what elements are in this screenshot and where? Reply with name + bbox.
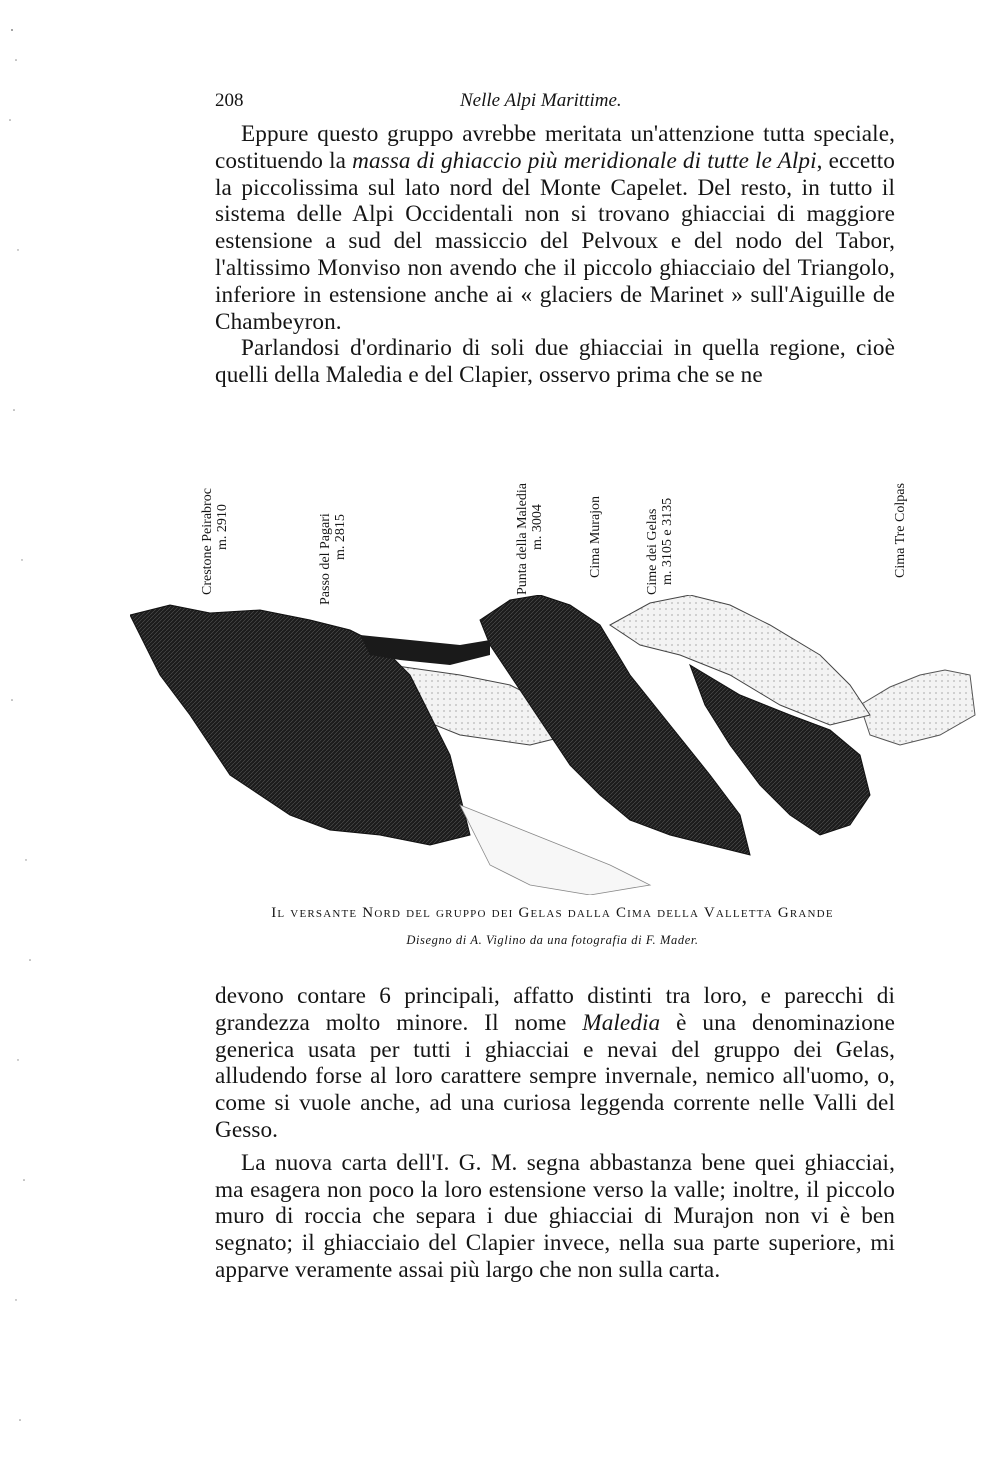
page-number: 208 bbox=[215, 90, 244, 111]
running-title: Nelle Alpi Marittime. bbox=[460, 90, 622, 111]
text-block-bottom bbox=[215, 983, 895, 1284]
peak-label-peirabroc: Crestone Peirabroc m. 2910 bbox=[200, 488, 230, 595]
figure-caption: Il versante Nord del gruppo dei Gelas dalla Cima della Valletta Grande bbox=[271, 905, 834, 921]
mountain-illustration bbox=[130, 595, 980, 895]
peak-label-tre-colpas: Cima Tre Colpas bbox=[893, 483, 908, 578]
figure-credit: Disegno di A. Viglino da una fotografia di F. Mader. bbox=[406, 933, 699, 947]
emphasis-massa: massa di ghiaccio più meridionale di tutte le Alpi bbox=[352, 147, 817, 174]
text-block-top bbox=[215, 121, 895, 389]
paragraph-3: devono contare 6 principali, affatto distinti tra loro, e parecchi di grandezza molto minore. Il nome Maledia è una denominazione generica usata per tutti i ghiacciai e nevai del gruppo dei Gelas, alludendo forse al loro carattere sempre invernale, nemico all'uomo, o, come si vuole anche, ad una curiosa leggenda corrente nelle Valli del Gesso. bbox=[215, 983, 895, 1143]
foreground-slope bbox=[460, 805, 650, 895]
peak-label-maledia: Punta della Maledia m. 3004 bbox=[515, 483, 545, 595]
peak-label-murajon: Cima Murajon bbox=[588, 495, 603, 578]
paragraph-2: Parlandosi d'ordinario di soli due ghiacciai in quella regione, cioè quelli della Maledia e del Clapier, osservo prima che se ne bbox=[215, 335, 895, 389]
emphasis-maledia: Maledia bbox=[582, 1009, 661, 1036]
paragraph-4: La nuova carta dell'I. G. M. segna abbastanza bene quei ghiacciai, ma esagera non poco la loro estensione verso la valle; inoltre, il piccolo muro di roccia che separa i due ghiacciai di Murajon non vi è ben segnato; il ghiacciaio del Clapier invece, nella sua parte superiore, mi apparve veramente assai più largo che non sulla carta. bbox=[215, 1149, 895, 1283]
paragraph-1: Eppure questo gruppo avrebbe meritata un'attenzione tutta speciale, costituendo la massa di ghiaccio più meridionale di tutte le Alpi, eccetto la piccolissima sul lato nord del Monte Capelet. Del resto, in tutto il sistema delle Alpi Occidentali non si trovano ghiacciai di maggiore estensione a sud del massiccio del Pelvoux e del nodo del Tabor, l'altissimo Monviso non avendo che il piccolo ghiacciaio del Triangolo, inferiore in estensione anche ai « glaciers de Marinet » sull'Aiguille de Chambeyron. bbox=[215, 121, 895, 335]
running-header bbox=[215, 86, 895, 116]
ridge-tre-colpas bbox=[860, 670, 975, 745]
peak-label-gelas: Cime dei Gelas m. 3105 e 3135 bbox=[645, 497, 675, 595]
mountain-figure bbox=[130, 420, 980, 890]
peak-label-pagari: Passo del Pagari m. 2815 bbox=[318, 513, 348, 605]
scan-margin-specks bbox=[0, 0, 40, 1475]
